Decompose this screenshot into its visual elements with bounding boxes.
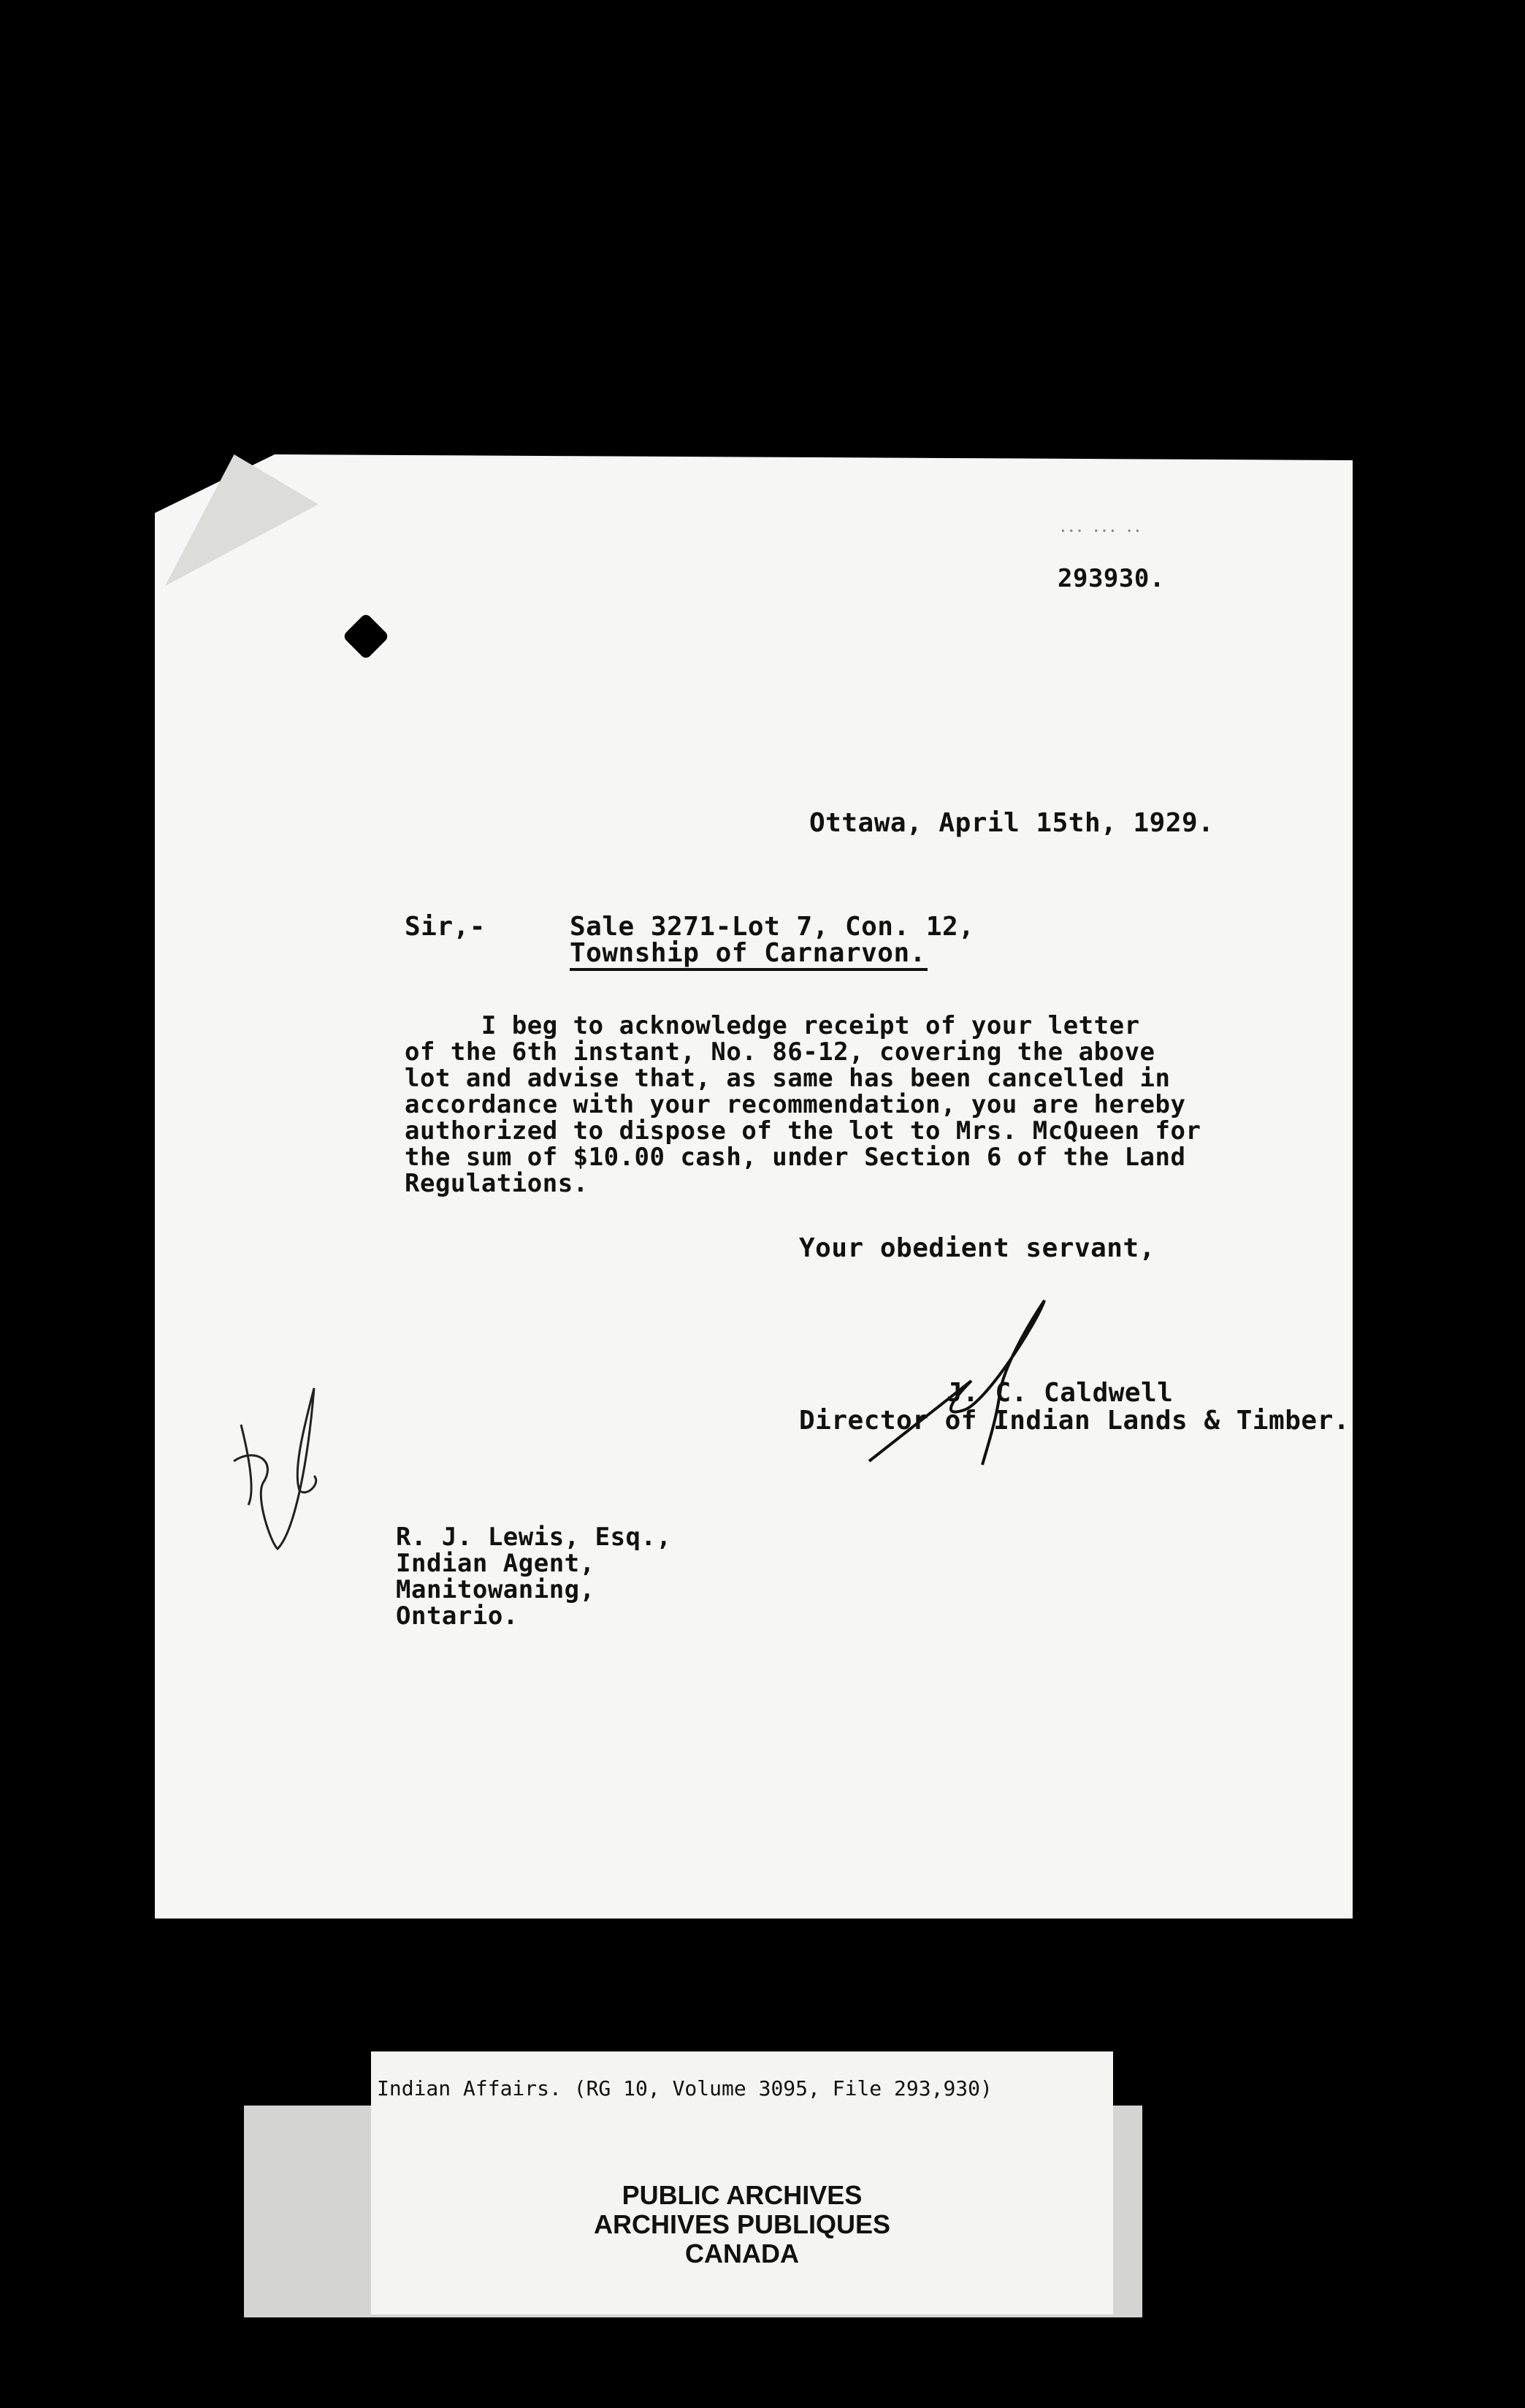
signatory-title: Director of Indian Lands & Timber. — [799, 1406, 1350, 1436]
subject-line-2: Township of Carnarvon. — [570, 938, 926, 968]
archive-reference: Indian Affairs. (RG 10, Volume 3095, File 293,930) — [377, 2076, 993, 2100]
subject-line-1: Sale 3271-Lot 7, Con. 12, — [570, 912, 975, 942]
body-line: the sum of $10.00 cash, under Section 6 of the Land — [405, 1143, 1186, 1172]
letter-page — [155, 454, 1353, 1919]
letter-date: Ottawa, April 15th, 1929. — [809, 808, 1215, 838]
body-line: Regulations. — [405, 1169, 589, 1198]
top-marks: ... ... .. — [1059, 520, 1142, 536]
address-line: Ontario. — [396, 1601, 519, 1631]
address-line: R. J. Lewis, Esq., — [396, 1523, 672, 1552]
closing: Your obedient servant, — [799, 1233, 1155, 1263]
archive-name-en: PUBLIC ARCHIVES — [622, 2180, 863, 2210]
salutation: Sir,- — [405, 912, 486, 942]
address-line: Indian Agent, — [396, 1549, 595, 1578]
body-line: of the 6th instant, No. 86-12, covering the above — [405, 1037, 1155, 1067]
signatory-name: J. C. Caldwell — [947, 1378, 1174, 1408]
body-line: lot and advise that, as same has been cancelled in — [405, 1064, 1171, 1093]
subject-underline — [570, 968, 928, 971]
address-line: Manitowaning, — [396, 1575, 595, 1604]
body-line: authorized to dispose of the lot to Mrs. McQueen for — [405, 1116, 1201, 1146]
file-number: 293930. — [1058, 564, 1165, 593]
handwritten-initials — [226, 1373, 329, 1563]
body-line: I beg to acknowledge receipt of your letter — [405, 1011, 1140, 1040]
body-line: accordance with your recommendation, you are hereby — [405, 1090, 1186, 1119]
archive-country: CANADA — [685, 2239, 799, 2268]
archive-name-fr: ARCHIVES PUBLIQUES — [593, 2209, 891, 2239]
